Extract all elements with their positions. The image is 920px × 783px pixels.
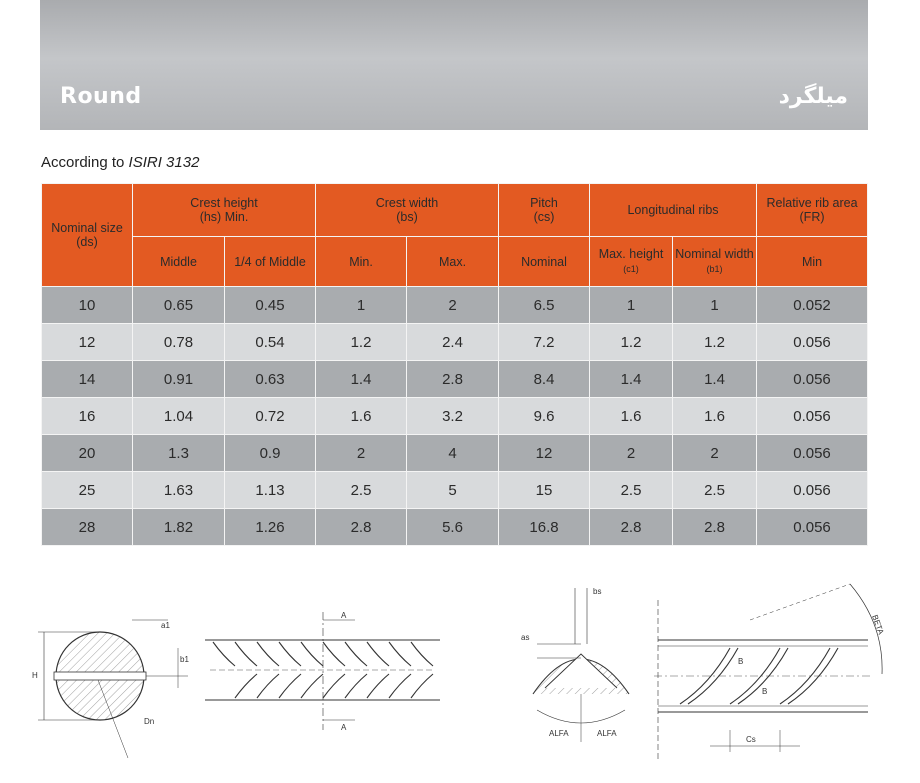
header-middle: Middle bbox=[133, 237, 225, 287]
table-body bbox=[42, 287, 868, 546]
cell-crest-height-middle: 0.78 bbox=[133, 324, 225, 361]
banner-title-persian: میلگرد bbox=[778, 84, 848, 109]
table-row bbox=[42, 361, 868, 398]
header-max-height: Max. height (c1) bbox=[590, 237, 673, 287]
cell-rib-max-height: 2.8 bbox=[590, 509, 673, 546]
cell-relative-rib-area-min: 0.052 bbox=[757, 287, 868, 324]
cell-rib-max-height: 1.2 bbox=[590, 324, 673, 361]
header-quarter-of-middle: 1/4 of Middle bbox=[225, 237, 316, 287]
cell-nominal-size: 25 bbox=[42, 472, 133, 509]
cell-relative-rib-area-min: 0.056 bbox=[757, 324, 868, 361]
cell-crest-height-middle: 0.91 bbox=[133, 361, 225, 398]
table-row bbox=[42, 324, 868, 361]
label-dn: Dn bbox=[144, 717, 155, 726]
cell-relative-rib-area-min: 0.056 bbox=[757, 435, 868, 472]
cell-nominal-size: 14 bbox=[42, 361, 133, 398]
cell-pitch-nominal: 16.8 bbox=[499, 509, 590, 546]
cell-nominal-size: 12 bbox=[42, 324, 133, 361]
label-a1: a1 bbox=[161, 621, 170, 630]
cell-nominal-size: 28 bbox=[42, 509, 133, 546]
table-header-row bbox=[42, 184, 868, 237]
cell-relative-rib-area-min: 0.056 bbox=[757, 509, 868, 546]
cell-pitch-nominal: 8.4 bbox=[499, 361, 590, 398]
header-nominal: Nominal bbox=[499, 237, 590, 287]
cell-pitch-nominal: 12 bbox=[499, 435, 590, 472]
cell-crest-height-quarter: 1.26 bbox=[225, 509, 316, 546]
cell-crest-height-quarter: 0.72 bbox=[225, 398, 316, 435]
header-nominal-width: Nominal width (b1) bbox=[673, 237, 757, 287]
header-min: Min. bbox=[316, 237, 407, 287]
header-relative-rib-area: Relative rib area (FR) bbox=[757, 184, 868, 237]
cell-crest-height-middle: 0.65 bbox=[133, 287, 225, 324]
cell-crest-width-max: 2.8 bbox=[407, 361, 499, 398]
cell-crest-height-quarter: 1.13 bbox=[225, 472, 316, 509]
cell-crest-height-quarter: 0.63 bbox=[225, 361, 316, 398]
cell-crest-height-quarter: 0.9 bbox=[225, 435, 316, 472]
cell-crest-width-max: 5 bbox=[407, 472, 499, 509]
header-crest-width: Crest width (bs) bbox=[316, 184, 499, 237]
cell-crest-width-min: 2.5 bbox=[316, 472, 407, 509]
label-h: H bbox=[32, 671, 38, 680]
standard-code: ISIRI 3132 bbox=[128, 154, 200, 171]
cell-relative-rib-area-min: 0.056 bbox=[757, 398, 868, 435]
label-bs: bs bbox=[593, 587, 602, 596]
cell-nominal-size: 10 bbox=[42, 287, 133, 324]
header-banner bbox=[40, 0, 868, 130]
cell-crest-width-max: 3.2 bbox=[407, 398, 499, 435]
table-row bbox=[42, 472, 868, 509]
cell-crest-height-quarter: 0.54 bbox=[225, 324, 316, 361]
cell-rib-nominal-width: 2.8 bbox=[673, 509, 757, 546]
cell-rib-max-height: 2.5 bbox=[590, 472, 673, 509]
cell-relative-rib-area-min: 0.056 bbox=[757, 361, 868, 398]
standard-prefix: According to bbox=[41, 154, 129, 171]
cell-nominal-size: 16 bbox=[42, 398, 133, 435]
cell-rib-max-height: 1.6 bbox=[590, 398, 673, 435]
cell-crest-width-min: 2 bbox=[316, 435, 407, 472]
cell-crest-width-max: 5.6 bbox=[407, 509, 499, 546]
label-b-bottom: B bbox=[762, 687, 768, 696]
table-row bbox=[42, 435, 868, 472]
cell-pitch-nominal: 15 bbox=[499, 472, 590, 509]
cell-crest-height-quarter: 0.45 bbox=[225, 287, 316, 324]
header-nominal-size: Nominal size (ds) bbox=[42, 184, 133, 287]
cell-crest-width-min: 1.2 bbox=[316, 324, 407, 361]
standard-reference bbox=[41, 154, 199, 171]
cell-rib-nominal-width: 1 bbox=[673, 287, 757, 324]
cell-crest-width-max: 2.4 bbox=[407, 324, 499, 361]
label-cs: Cs bbox=[746, 735, 756, 744]
cell-rib-max-height: 1.4 bbox=[590, 361, 673, 398]
cell-crest-height-middle: 1.3 bbox=[133, 435, 225, 472]
cell-crest-width-min: 1.4 bbox=[316, 361, 407, 398]
banner-title-english: Round bbox=[60, 84, 142, 109]
table-row bbox=[42, 287, 868, 324]
table-row bbox=[42, 398, 868, 435]
cell-pitch-nominal: 9.6 bbox=[499, 398, 590, 435]
cell-crest-width-max: 4 bbox=[407, 435, 499, 472]
label-as: as bbox=[521, 633, 530, 642]
cell-rib-nominal-width: 2 bbox=[673, 435, 757, 472]
table-subheader-row bbox=[42, 237, 868, 287]
cell-crest-height-middle: 1.82 bbox=[133, 509, 225, 546]
header-min-area: Min bbox=[757, 237, 868, 287]
cell-rib-nominal-width: 1.4 bbox=[673, 361, 757, 398]
header-crest-height: Crest height (hs) Min. bbox=[133, 184, 316, 237]
rib-side-view-diagram bbox=[650, 580, 900, 770]
label-alfa-left: ALFA bbox=[549, 729, 569, 738]
cell-relative-rib-area-min: 0.056 bbox=[757, 472, 868, 509]
cell-rib-nominal-width: 2.5 bbox=[673, 472, 757, 509]
label-b1: b1 bbox=[180, 655, 189, 664]
cell-crest-width-min: 1.6 bbox=[316, 398, 407, 435]
label-section-a-top: A bbox=[341, 611, 347, 620]
cell-crest-height-middle: 1.04 bbox=[133, 398, 225, 435]
cell-rib-nominal-width: 1.2 bbox=[673, 324, 757, 361]
cell-nominal-size: 20 bbox=[42, 435, 133, 472]
cell-crest-width-min: 1 bbox=[316, 287, 407, 324]
header-longitudinal-ribs: Longitudinal ribs bbox=[590, 184, 757, 237]
cross-section-diagram bbox=[28, 618, 198, 768]
table-row bbox=[42, 509, 868, 546]
cell-crest-height-middle: 1.63 bbox=[133, 472, 225, 509]
cell-pitch-nominal: 6.5 bbox=[499, 287, 590, 324]
rib-section-diagram bbox=[515, 584, 650, 744]
rebar-spec-table bbox=[41, 183, 868, 546]
cell-rib-max-height: 1 bbox=[590, 287, 673, 324]
cell-rib-max-height: 2 bbox=[590, 435, 673, 472]
bar-side-view-diagram bbox=[205, 608, 445, 738]
cell-crest-width-max: 2 bbox=[407, 287, 499, 324]
label-alfa-right: ALFA bbox=[597, 729, 617, 738]
cell-rib-nominal-width: 1.6 bbox=[673, 398, 757, 435]
header-pitch: Pitch (cs) bbox=[499, 184, 590, 237]
label-b-top: B bbox=[738, 657, 744, 666]
header-max: Max. bbox=[407, 237, 499, 287]
cell-pitch-nominal: 7.2 bbox=[499, 324, 590, 361]
cell-crest-width-min: 2.8 bbox=[316, 509, 407, 546]
label-section-a-bottom: A bbox=[341, 723, 347, 732]
label-beta: BETA bbox=[870, 613, 886, 636]
